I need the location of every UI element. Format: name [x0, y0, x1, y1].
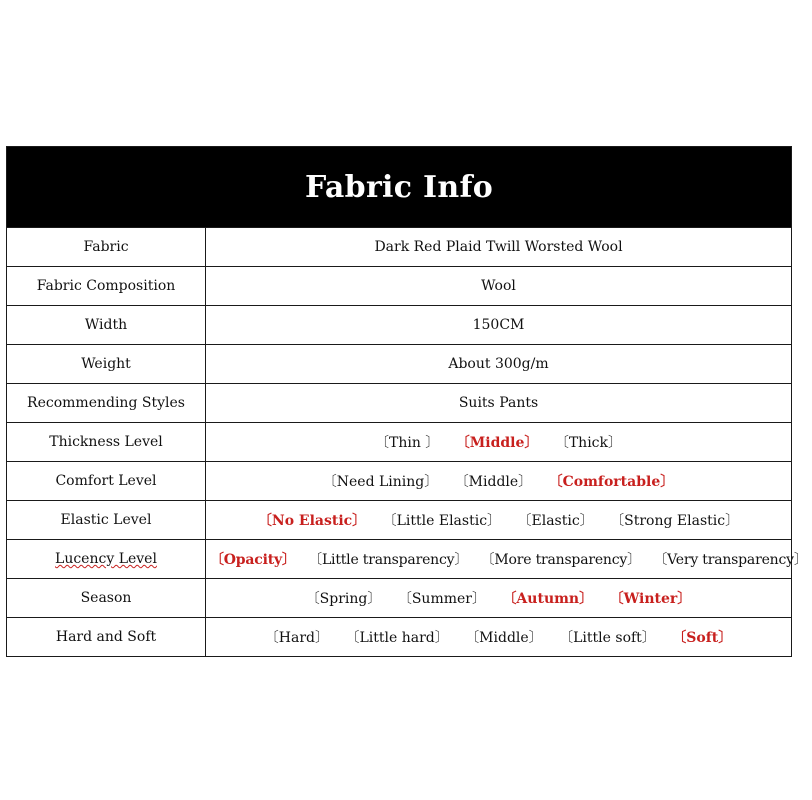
row-label-elastic: Elastic Level — [7, 501, 206, 540]
row-label-season: Season — [7, 579, 206, 618]
option-comfort-middle: 〔Middle〕 — [454, 474, 533, 490]
option-lucency-opacity: 〔Opacity〕 — [210, 552, 296, 568]
table-row — [7, 618, 791, 657]
option-hardness-little-hard: 〔Little hard〕 — [345, 630, 449, 646]
row-value-fabric: Dark Red Plaid Twill Worsted Wool — [206, 228, 792, 267]
table-row — [7, 579, 791, 618]
option-hardness-middle: 〔Middle〕 — [465, 630, 543, 646]
row-value-styles: Suits Pants — [206, 384, 792, 423]
row-label-width: Width — [7, 306, 206, 345]
option-lucency-more: 〔More transparency〕 — [480, 552, 641, 568]
row-label-styles: Recommending Styles — [7, 384, 206, 423]
row-label-hardness: Hard and Soft — [7, 618, 206, 657]
row-label-composition: Fabric Composition — [7, 267, 206, 306]
spec-grid — [7, 227, 808, 656]
option-hardness-soft: 〔Soft〕 — [672, 630, 733, 646]
option-season-winter: 〔Winter〕 — [609, 591, 692, 607]
option-lucency-very: 〔Very transparency〕 — [653, 552, 808, 568]
option-thickness-thick: 〔Thick〕 — [554, 435, 622, 451]
table-row — [7, 384, 791, 423]
table-row — [7, 228, 791, 267]
option-thickness-middle: 〔Middle〕 — [455, 435, 539, 451]
row-options-thickness — [206, 423, 792, 462]
option-hardness-hard: 〔Hard〕 — [264, 630, 330, 646]
option-elastic-little: 〔Little Elastic〕 — [382, 513, 502, 529]
row-value-weight: About 300g/m — [206, 345, 792, 384]
row-label-fabric: Fabric — [7, 228, 206, 267]
option-thickness-thin: 〔Thin 〕 — [375, 435, 440, 451]
row-label-lucency-text: Lucency Level — [55, 551, 157, 567]
option-season-autumn: 〔Autumn〕 — [502, 591, 594, 607]
option-comfort-comfortable: 〔Comfortable〕 — [548, 474, 675, 490]
table-row — [7, 540, 791, 579]
row-label-thickness: Thickness Level — [7, 423, 206, 462]
option-season-spring: 〔Spring〕 — [305, 591, 382, 607]
row-options-season — [206, 579, 792, 618]
option-lucency-little: 〔Little transparency〕 — [308, 552, 469, 568]
row-label-lucency — [7, 540, 206, 579]
option-hardness-little-soft: 〔Little soft〕 — [559, 630, 656, 646]
option-season-summer: 〔Summer〕 — [397, 591, 486, 607]
row-options-lucency — [206, 540, 808, 579]
option-comfort-need-lining: 〔Need Lining〕 — [322, 474, 439, 490]
table-row — [7, 267, 791, 306]
row-options-comfort — [206, 462, 792, 501]
table-row — [7, 306, 791, 345]
row-value-width: 150CM — [206, 306, 792, 345]
row-label-weight: Weight — [7, 345, 206, 384]
option-elastic-none: 〔No Elastic〕 — [257, 513, 367, 529]
option-elastic-strong: 〔Strong Elastic〕 — [610, 513, 740, 529]
row-label-comfort: Comfort Level — [7, 462, 206, 501]
row-options-hardness — [206, 618, 792, 657]
table-row — [7, 423, 791, 462]
row-value-composition: Wool — [206, 267, 792, 306]
table-title: Fabric Info — [7, 147, 791, 227]
fabric-info-table — [6, 146, 808, 657]
table-row — [7, 501, 791, 540]
row-options-elastic — [206, 501, 792, 540]
table-row — [7, 462, 791, 501]
option-elastic-elastic: 〔Elastic〕 — [517, 513, 594, 529]
table-row — [7, 345, 791, 384]
